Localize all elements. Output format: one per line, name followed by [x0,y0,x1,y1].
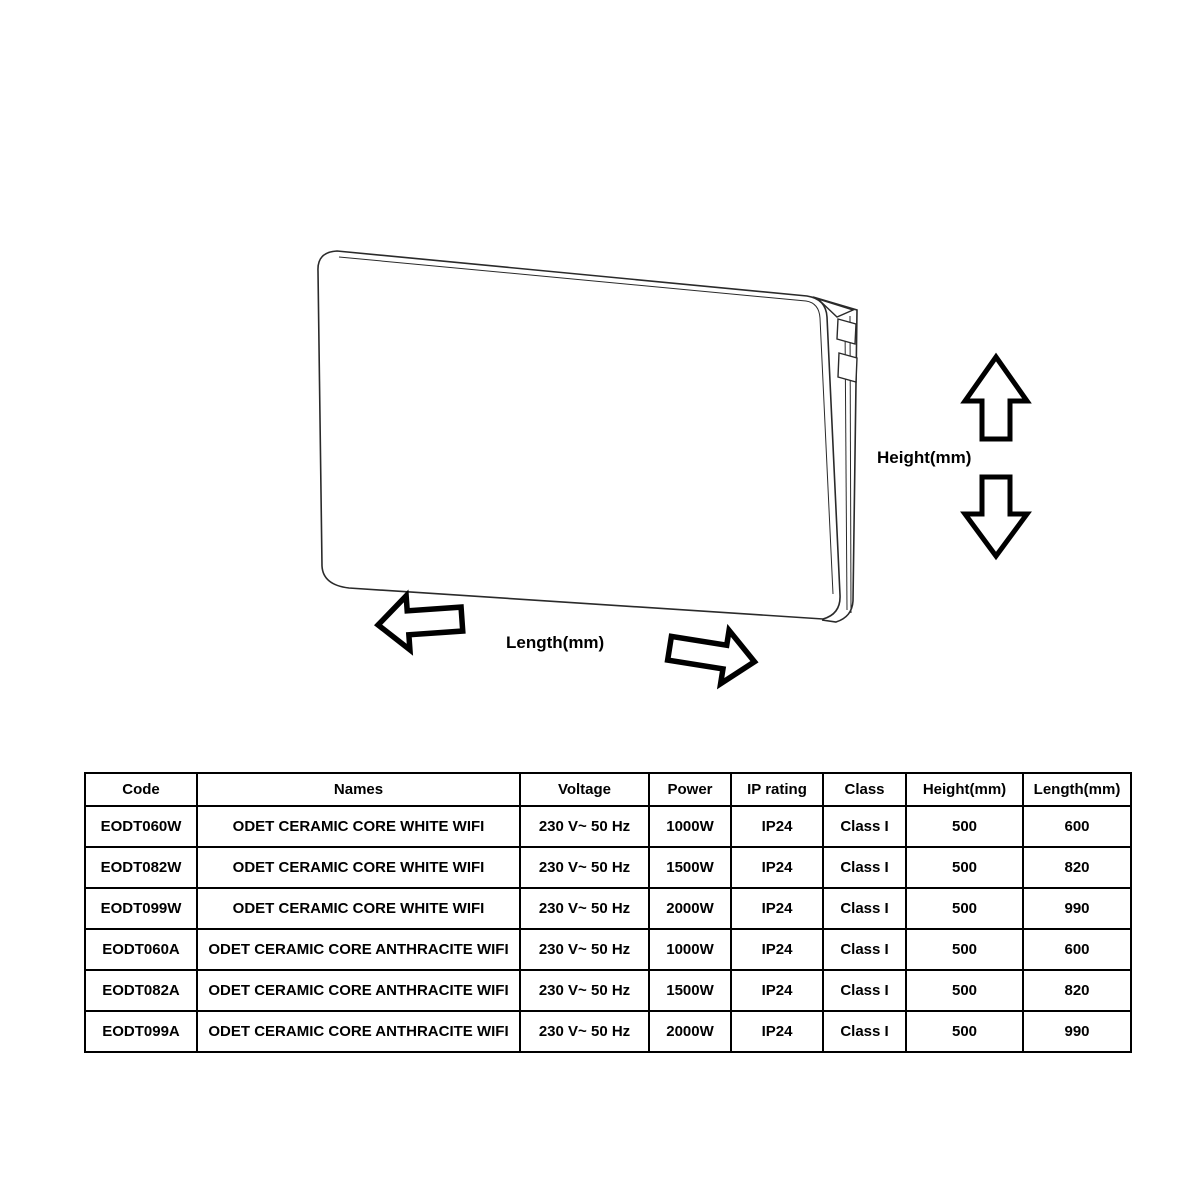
cell-class: Class I [823,847,906,888]
cell-power: 1000W [649,806,731,847]
length-left-arrow-icon [376,592,464,652]
cell-ip-rating: IP24 [731,888,823,929]
cell-name: ODET CERAMIC CORE ANTHRACITE WIFI [197,970,520,1011]
table-row [85,929,1131,970]
table-row [85,888,1131,929]
cell-height: 500 [906,970,1023,1011]
col-header-height: Height(mm) [906,773,1023,806]
cell-class: Class I [823,970,906,1011]
table-header-row [85,773,1131,806]
cell-length: 600 [1023,806,1131,847]
table-row [85,847,1131,888]
col-header-names: Names [197,773,520,806]
col-header-class: Class [823,773,906,806]
cell-height: 500 [906,1011,1023,1052]
cell-name: ODET CERAMIC CORE WHITE WIFI [197,806,520,847]
cell-voltage: 230 V~ 50 Hz [520,1011,649,1052]
cell-height: 500 [906,888,1023,929]
cell-voltage: 230 V~ 50 Hz [520,929,649,970]
cell-power: 1500W [649,847,731,888]
mount-bracket-lower [838,353,857,382]
cell-length: 820 [1023,847,1131,888]
cell-code: EODT099A [85,1011,197,1052]
cell-power: 2000W [649,888,731,929]
cell-class: Class I [823,929,906,970]
table-row [85,1011,1131,1052]
cell-height: 500 [906,929,1023,970]
cell-ip-rating: IP24 [731,1011,823,1052]
height-dimension-label: Height(mm) [877,448,972,467]
cell-voltage: 230 V~ 50 Hz [520,806,649,847]
cell-class: Class I [823,806,906,847]
cell-length: 990 [1023,888,1131,929]
spec-table-header [85,773,1131,806]
cell-length: 990 [1023,1011,1131,1052]
cell-code: EODT060W [85,806,197,847]
cell-voltage: 230 V~ 50 Hz [520,847,649,888]
table-row [85,806,1131,847]
cell-name: ODET CERAMIC CORE ANTHRACITE WIFI [197,929,520,970]
col-header-power: Power [649,773,731,806]
cell-voltage: 230 V~ 50 Hz [520,970,649,1011]
cell-power: 1000W [649,929,731,970]
cell-ip-rating: IP24 [731,806,823,847]
cell-length: 600 [1023,929,1131,970]
col-header-length: Length(mm) [1023,773,1131,806]
col-header-ip-rating: IP rating [731,773,823,806]
cell-code: EODT082A [85,970,197,1011]
length-right-arrow-icon [665,622,758,689]
cell-length: 820 [1023,970,1131,1011]
cell-name: ODET CERAMIC CORE WHITE WIFI [197,888,520,929]
cell-height: 500 [906,847,1023,888]
height-up-arrow-icon [965,357,1027,439]
cell-power: 1500W [649,970,731,1011]
table-row [85,970,1131,1011]
cell-code: EODT060A [85,929,197,970]
cell-ip-rating: IP24 [731,929,823,970]
cell-class: Class I [823,1011,906,1052]
height-down-arrow-icon [965,477,1027,556]
length-dimension-label: Length(mm) [506,633,605,652]
heater-panel-drawing [318,251,857,622]
col-header-voltage: Voltage [520,773,649,806]
cell-class: Class I [823,888,906,929]
cell-name: ODET CERAMIC CORE ANTHRACITE WIFI [197,1011,520,1052]
cell-code: EODT082W [85,847,197,888]
cell-power: 2000W [649,1011,731,1052]
cell-code: EODT099W [85,888,197,929]
col-header-code: Code [85,773,197,806]
cell-ip-rating: IP24 [731,970,823,1011]
product-spec-table [84,772,1132,1053]
cell-height: 500 [906,806,1023,847]
cell-name: ODET CERAMIC CORE WHITE WIFI [197,847,520,888]
cell-ip-rating: IP24 [731,847,823,888]
cell-voltage: 230 V~ 50 Hz [520,888,649,929]
mount-bracket-upper [837,319,856,344]
